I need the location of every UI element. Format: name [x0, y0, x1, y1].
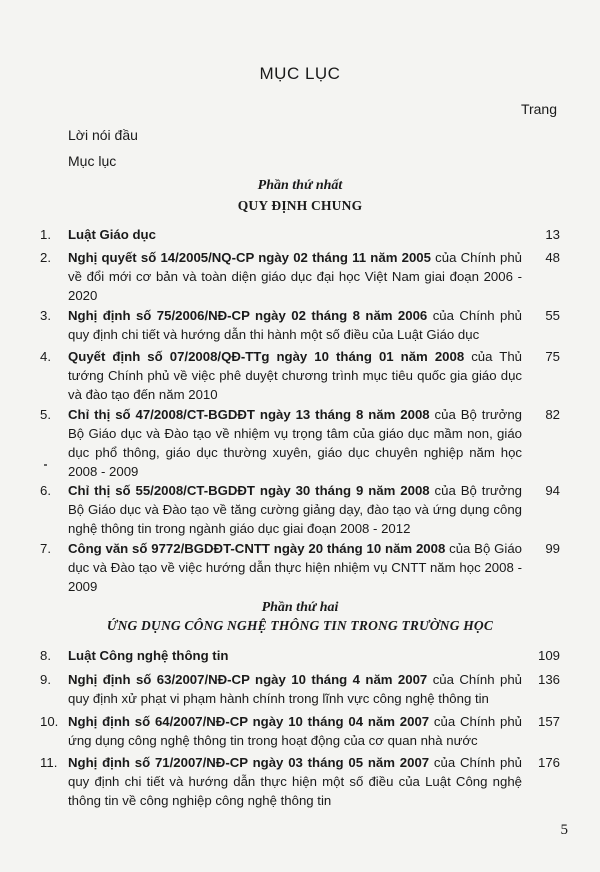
entry-title: Nghị định số 75/2006/NĐ-CP ngày 02 tháng 8 năm 2006 [68, 308, 428, 323]
entry-number: 5. [40, 407, 51, 422]
entry-text [68, 347, 522, 404]
entry-page: 109 [537, 648, 560, 663]
entry-title: Luật Công nghệ thông tin [68, 648, 229, 663]
entry-page: 13 [545, 227, 560, 242]
part-1-subheading: QUY ĐỊNH CHUNG [237, 198, 363, 213]
entry-description: của Chính phủ ứng dụng công nghệ thông tin trong hoạt động của cơ quan nhà nước [68, 714, 522, 748]
entry-description: của Thủ tướng Chính phủ về việc phê duyệt chương trình mục tiêu quốc gia giáo dục và đào tạo đến năm 2010 [68, 349, 522, 402]
entry-description: của Bộ trưởng Bộ Giáo dục và Đào tạo về nhiệm vụ trọng tâm của giáo dục mầm non, giáo dục phổ thông, giáo dục thường xuyên, giáo dục chuyên nghiệp năm học 2008 - 2009 [68, 407, 522, 479]
entry-title: Công văn số 9772/BGDĐT-CNTT ngày 20 tháng 10 năm 2008 [68, 541, 446, 556]
part-2-heading: Phần thứ hai [261, 600, 339, 615]
page-number: 5 [560, 822, 568, 838]
toc-title: MỤC LỤC [259, 64, 341, 83]
entry-number: 4. [40, 349, 51, 364]
entry-number: 3. [40, 308, 51, 323]
entry-text [68, 225, 522, 244]
entry-text [68, 539, 522, 596]
entry-number: 2. [40, 250, 51, 265]
entry-number: 7. [40, 541, 51, 556]
entry-description: của Chính phủ quy định chi tiết và hướng dẫn thi hành một số điều của Luật Giáo dục [68, 308, 522, 342]
entry-description: của Chính phủ quy định xử phạt vi phạm hành chính trong lĩnh vực công nghệ thông tin [68, 672, 522, 706]
entry-title: Nghị định số 64/2007/NĐ-CP ngày 10 tháng 04 năm 2007 [68, 714, 430, 729]
front-matter-preface: Lời nói đầu [68, 127, 138, 143]
entry-text [68, 248, 522, 305]
entry-text [68, 646, 522, 665]
entry-title: Chỉ thị số 47/2008/CT-BGDĐT ngày 13 tháng 8 năm 2008 [68, 407, 430, 422]
entry-title: Nghị định số 71/2007/NĐ-CP ngày 03 tháng 05 năm 2007 [68, 755, 430, 770]
entry-page: 157 [537, 714, 560, 729]
entry-page: 55 [545, 308, 560, 323]
entry-title: Nghị định số 63/2007/NĐ-CP ngày 10 tháng 4 năm 2007 [68, 672, 428, 687]
entry-description: của Chính phủ quy định chi tiết và hướng dẫn thực hiện một số điều của Luật Công nghệ thông tin về công nghiệp công nghệ thông tin [68, 755, 522, 808]
entry-description: của Bộ Giáo dục và Đào tạo về việc hướng dẫn thực hiện nhiệm vụ CNTT năm học 2008 - 2009 [68, 541, 522, 594]
page-column-label: Trang [520, 101, 557, 117]
entry-page: 176 [537, 755, 560, 770]
entry-page: 82 [545, 407, 560, 422]
entry-text [68, 481, 522, 538]
entry-number: 11. [40, 755, 58, 770]
entry-number: 10. [40, 714, 59, 729]
entry-number: 8. [40, 648, 51, 663]
part-1-heading: Phần thứ nhất [257, 178, 343, 193]
entry-description: của Bộ trưởng Bộ Giáo dục và Đào tạo về tăng cường giảng dạy, đào tạo và ứng dụng công nghệ thông tin trong ngành giáo dục giai đoạn 2008 - 2012 [68, 483, 522, 536]
entry-text [68, 670, 522, 708]
part-2-subheading: ỨNG DỤNG CÔNG NGHỆ THÔNG TIN TRONG TRƯỜNG HỌC [106, 618, 494, 633]
entry-text [68, 405, 522, 481]
front-matter-toc: Mục lục [68, 153, 117, 169]
entry-page: 136 [537, 672, 560, 687]
entry-number: 6. [40, 483, 51, 498]
entry-description: của Chính phủ về đổi mới cơ bản và toàn diện giáo dục đại học Việt Nam giai đoạn 2006 - 2020 [68, 250, 522, 303]
entry-text [68, 753, 522, 810]
entry-title: Luật Giáo dục [68, 227, 156, 242]
entry-title: Nghị quyết số 14/2005/NQ-CP ngày 02 tháng 11 năm 2005 [68, 250, 431, 265]
entry-title: Quyết định số 07/2008/QĐ-TTg ngày 10 tháng 01 năm 2008 [68, 349, 465, 364]
entry-page: 94 [545, 483, 560, 498]
scan-speck [44, 464, 47, 466]
entry-title: Chỉ thị số 55/2008/CT-BGDĐT ngày 30 tháng 9 năm 2008 [68, 483, 430, 498]
entry-text [68, 712, 522, 750]
entry-text [68, 306, 522, 344]
entry-page: 75 [545, 349, 560, 364]
entry-number: 9. [40, 672, 51, 687]
entry-page: 48 [545, 250, 560, 265]
entry-page: 99 [545, 541, 560, 556]
entry-number: 1. [40, 227, 51, 242]
